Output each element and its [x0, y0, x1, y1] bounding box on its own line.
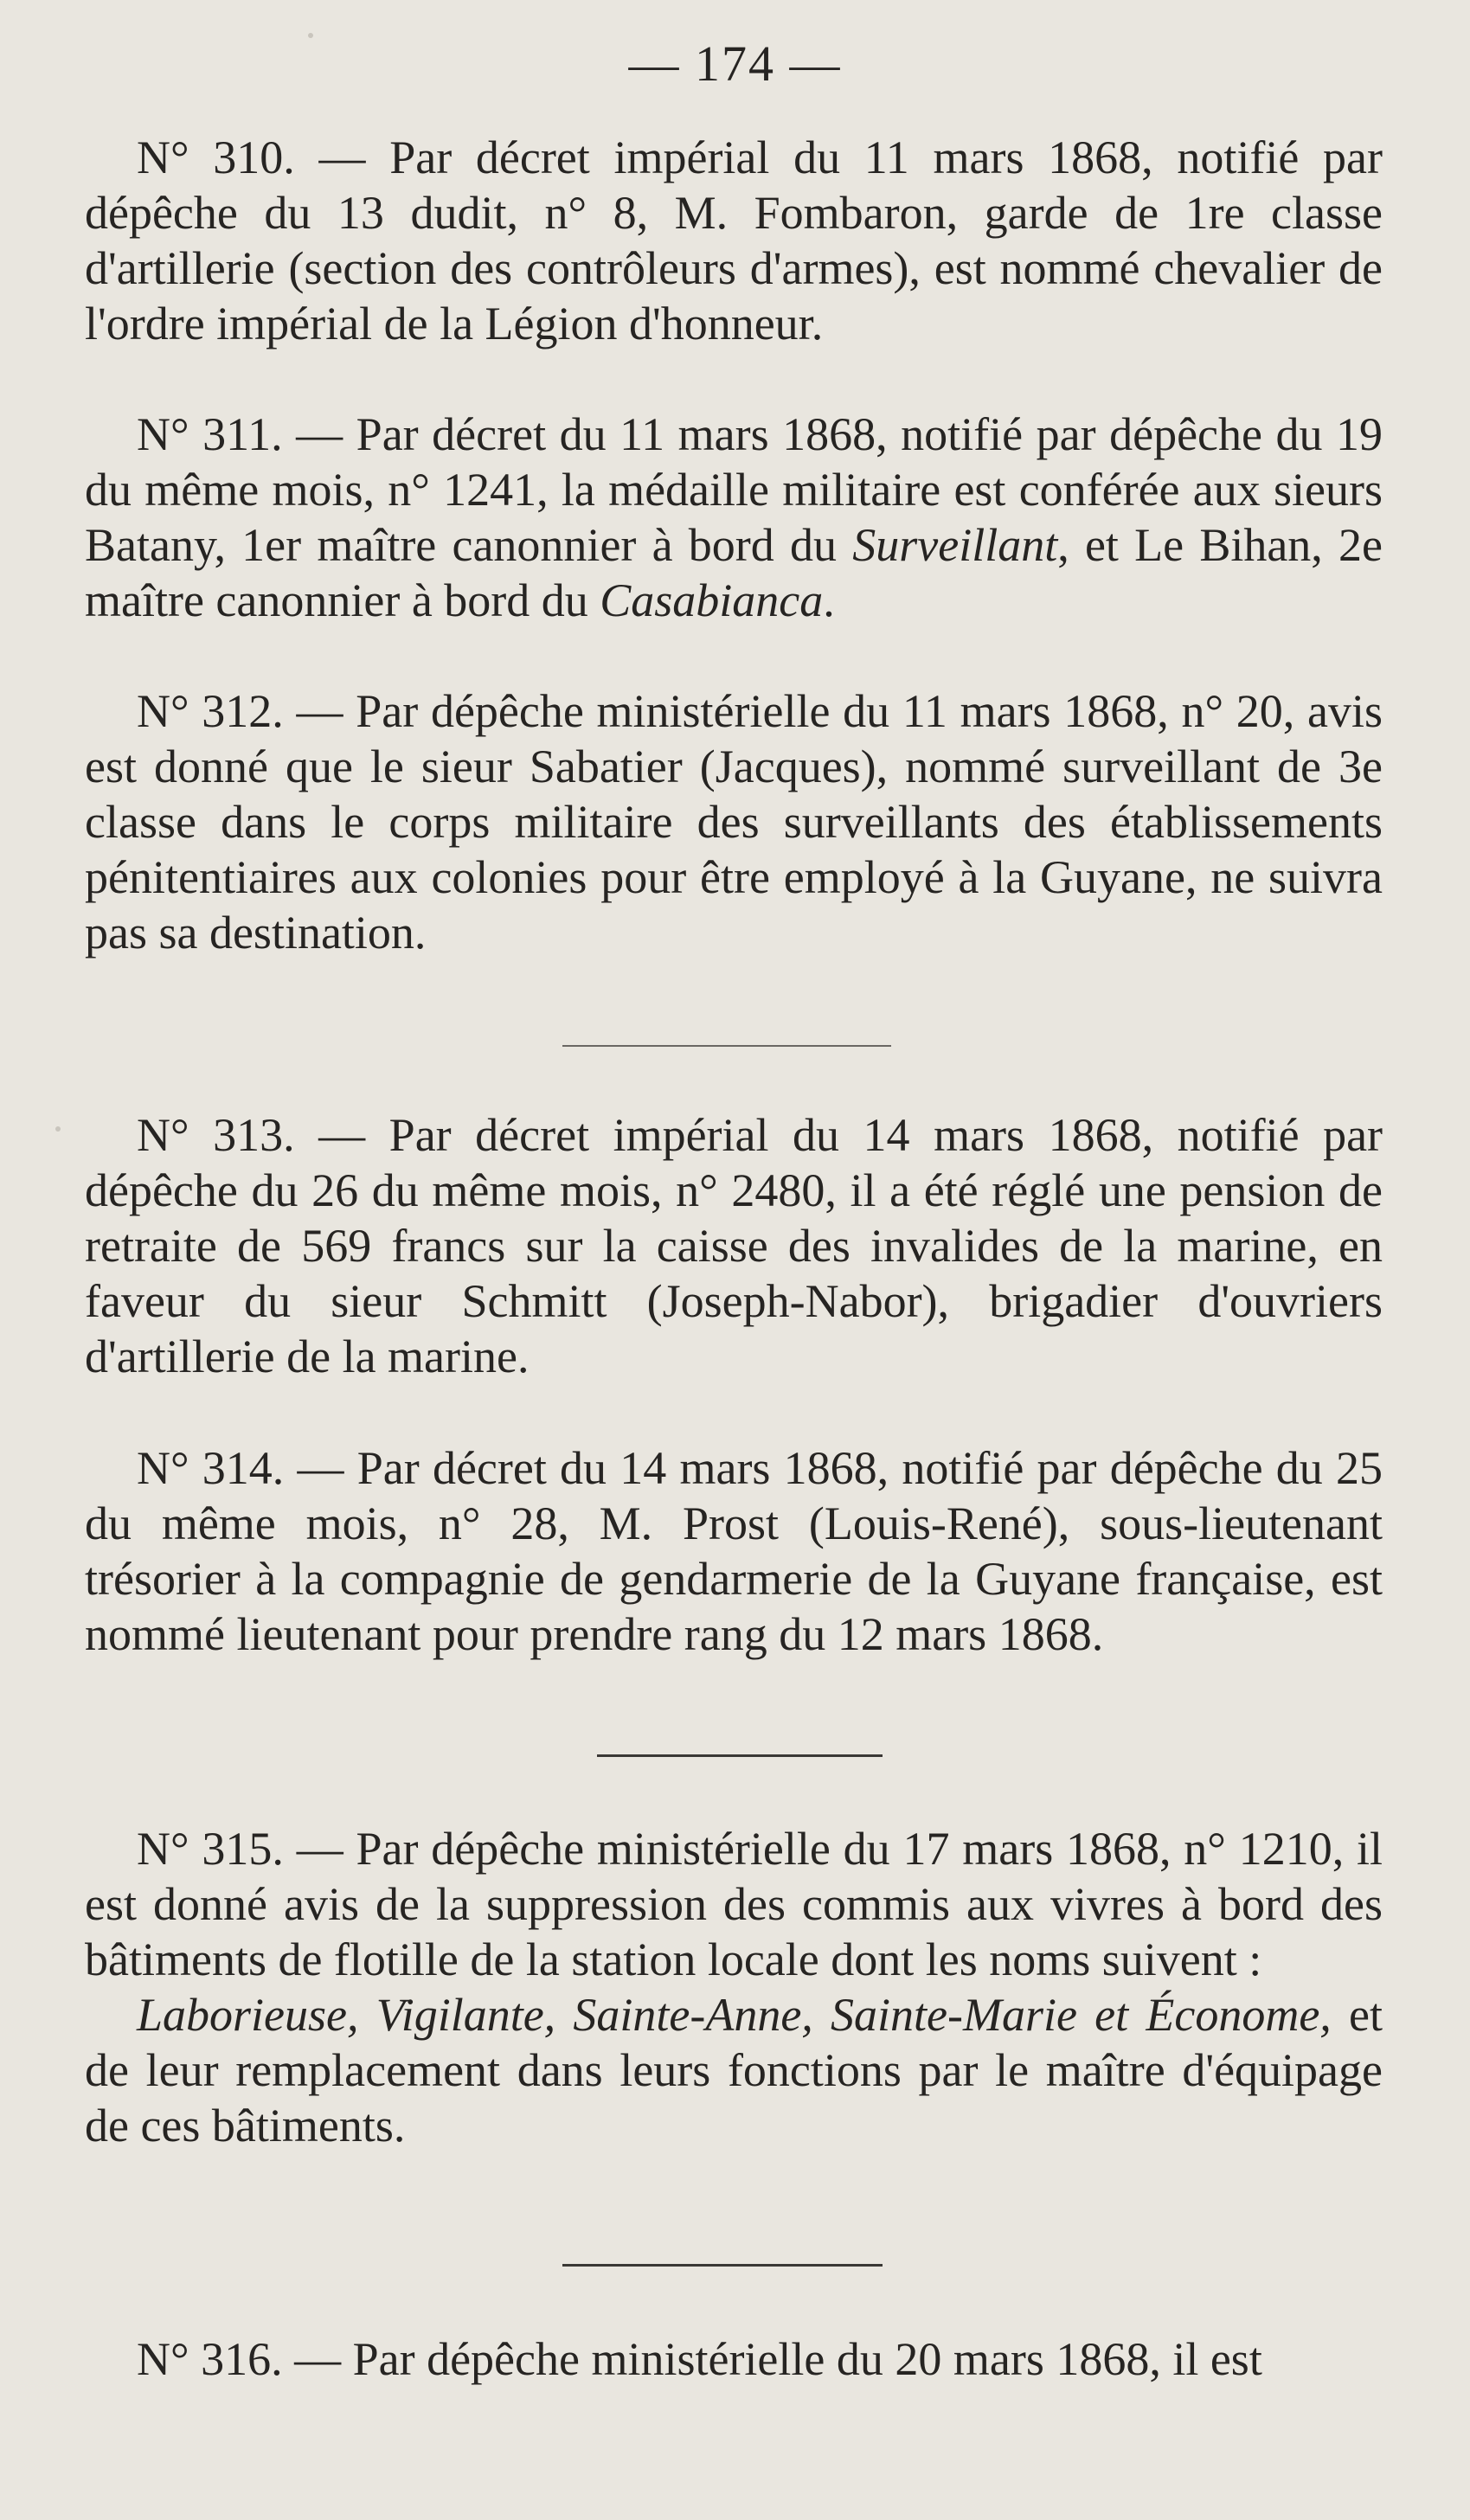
section-divider	[562, 2264, 883, 2267]
entry-text: — Par dépêche ministérielle du 17 mars 1868, n° 1210, il est donné avis de la suppression des commis aux vivres à bord des bâtiments de flotille de la station locale dont les noms suivent :	[85, 1823, 1383, 1985]
entry-312	[85, 683, 1383, 960]
entry-number: N° 310.	[137, 131, 295, 183]
entry-text: , et Le Bihan, 2e maître canonnier à bord du	[85, 519, 1383, 626]
entry-314	[85, 1440, 1383, 1662]
entry-number: N° 315.	[137, 1823, 284, 1875]
entry-number: N° 316.	[137, 2333, 283, 2385]
entry-text: — Par décret du 14 mars 1868, notifié par dépêche du 25 du même mois, n° 28, M. Prost (Louis-René), sous-lieutenant trésorier à la compagnie de gendarmerie de la Guyane française, est nommé lieutenant pour prendre rang du 12 mars 1868.	[85, 1442, 1383, 1660]
ship-name: Surveillant	[852, 519, 1058, 571]
entry-text: — Par décret impérial du 11 mars 1868, notifié par dépêche du 13 dudit, n° 8, M. Fombaron, garde de 1re classe d'artillerie (section des contrôleurs d'armes), est nommé chevalier de l'ordre impérial de la Légion d'honneur.	[85, 131, 1383, 349]
entry-310	[85, 130, 1383, 351]
entry-313	[85, 1107, 1383, 1384]
entry-316	[85, 2331, 1383, 2387]
entry-text: — Par décret du 11 mars 1868, notifié par dépêche du 19 du même mois, n° 1241, la médaille militaire est conférée aux sieurs Batany, 1er maître canonnier à bord du	[85, 408, 1383, 571]
paper-speck	[308, 33, 313, 38]
entry-text: — Par décret impérial du 14 mars 1868, notifié par dépêche du 26 du même mois, n° 2480, il a été réglé une pension de retraite de 569 francs sur la caisse des invalides de la marine, en faveur du sieur Schmitt (Joseph-Nabor), brigadier d'ouvriers d'artillerie de la marine.	[85, 1109, 1383, 1382]
entry-text: — Par dépêche ministérielle du 20 mars 1868, il est	[294, 2333, 1262, 2385]
entry-315	[85, 1821, 1383, 2153]
entry-number: N° 311.	[137, 408, 283, 460]
entry-number: N° 314.	[137, 1442, 285, 1494]
entry-text: et de leur remplacement dans leurs fonctions par le maître d'équipage de ces bâtiments.	[85, 1989, 1383, 2151]
entry-311	[85, 407, 1383, 628]
section-divider	[597, 1754, 883, 1757]
ship-list: Laborieuse, Vigilante, Sainte-Anne, Sainte-Marie et Économe,	[137, 1989, 1332, 2041]
entry-text: .	[823, 574, 835, 626]
entry-number: N° 313.	[137, 1109, 295, 1161]
entry-text: — Par dépêche ministérielle du 11 mars 1868, n° 20, avis est donné que le sieur Sabatier (Jacques), nommé surveillant de 3e classe dans le corps militaire des surveillants des établissements pénitentiaires aux colonies pour être employé à la Guyane, ne suivra pas sa destination.	[85, 685, 1383, 959]
ship-name: Casabianca	[600, 574, 824, 626]
section-divider	[562, 1045, 891, 1047]
page-number: — 174 —	[628, 35, 842, 92]
entry-number: N° 312.	[137, 685, 284, 737]
paper-speck	[55, 1126, 61, 1132]
